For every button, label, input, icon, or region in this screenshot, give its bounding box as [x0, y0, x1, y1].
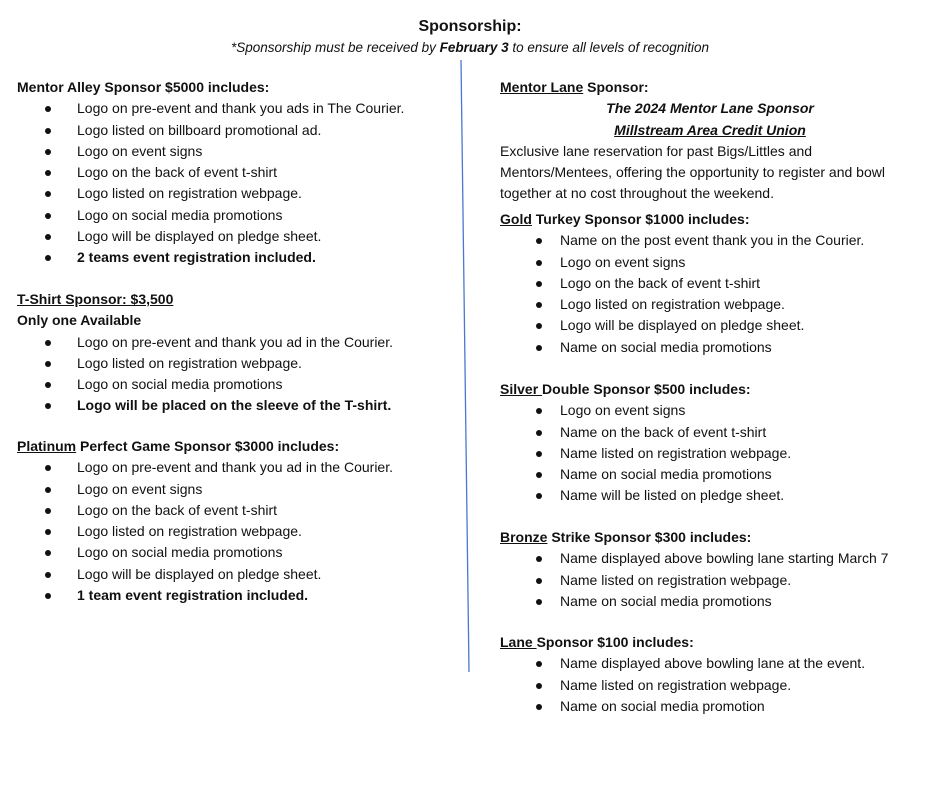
bullet-icon: [45, 593, 51, 599]
benefit-item: [17, 353, 457, 374]
bullet-icon: [536, 556, 542, 562]
heading-underlined: Platinum: [17, 438, 77, 454]
benefit-text: Logo listed on registration webpage.: [77, 354, 302, 371]
benefit-text: Name listed on registration webpage.: [560, 444, 792, 461]
benefit-item: [17, 521, 457, 542]
benefit-item: [17, 479, 457, 500]
bullet-icon: [536, 430, 542, 436]
benefit-text: Name on social media promotions: [560, 592, 772, 609]
benefit-item: [17, 457, 457, 478]
benefit-text: Name listed on registration webpage.: [560, 676, 792, 693]
bullet-icon: [536, 302, 542, 308]
bullet-icon: [45, 508, 51, 514]
section-heading: [500, 527, 920, 548]
heading-text: Sponsor:: [583, 79, 649, 95]
heading-text: Sponsor $100 includes:: [536, 634, 694, 650]
section-heading: [17, 436, 457, 457]
benefit-text: Logo on social media promotions: [77, 544, 283, 561]
benefit-text: 1 team event registration included.: [77, 587, 309, 604]
note-text: *Sponsorship must be received by: [230, 40, 440, 55]
sponsor-section-tshirt: [17, 289, 457, 417]
bullet-icon: [45, 465, 51, 471]
benefit-list: [17, 98, 457, 268]
bullet-icon: [536, 493, 542, 499]
bullet-icon: [45, 487, 51, 493]
benefit-item: [500, 443, 920, 464]
benefit-text: Logo will be displayed on pledge sheet.: [77, 228, 322, 245]
bullet-icon: [45, 191, 51, 197]
benefit-text: Logo listed on billboard promotional ad.: [77, 121, 322, 138]
section-heading: [17, 77, 457, 98]
bullet-icon: [45, 213, 51, 219]
page-title: Sponsorship:: [418, 18, 522, 35]
bullet-icon: [45, 572, 51, 578]
heading-underlined: Bronze: [500, 529, 548, 545]
benefit-text: Name listed on registration webpage.: [560, 571, 792, 588]
benefit-text: 2 teams event registration included.: [77, 249, 316, 266]
bullet-icon: [45, 403, 51, 409]
benefit-item: [500, 485, 920, 506]
benefit-text: Name will be listed on pledge sheet.: [560, 487, 785, 504]
benefit-text: Logo on the back of event t-shirt: [77, 501, 278, 518]
sponsor-section-bronze: [500, 527, 920, 612]
benefit-text: Name on social media promotion: [560, 697, 765, 714]
benefit-item: [500, 337, 920, 358]
bullet-icon: [45, 382, 51, 388]
bullet-icon: [536, 704, 542, 710]
benefit-item: [17, 247, 457, 268]
sponsor-section-gold: [500, 209, 920, 358]
benefit-item: [17, 98, 457, 119]
benefit-text: Logo on pre-event and thank you ad in the Courier.: [77, 459, 393, 476]
heading-underlined: Lane: [500, 634, 537, 650]
benefit-text: Logo listed on registration webpage.: [77, 185, 302, 202]
benefit-text: Name displayed above bowling lane starting March 7: [560, 550, 889, 567]
sponsor-section-silver: [500, 379, 920, 507]
benefit-list: [500, 548, 920, 612]
benefit-item: [17, 332, 457, 353]
bullet-icon: [536, 408, 542, 414]
benefit-item: [17, 585, 457, 606]
heading-text: Strike Sponsor $300 includes:: [547, 529, 752, 545]
benefit-list: [500, 653, 920, 717]
bullet-icon: [45, 255, 51, 261]
bullet-icon: [536, 281, 542, 287]
bullet-icon: [45, 234, 51, 240]
benefit-text: Logo listed on registration webpage.: [560, 296, 785, 313]
bullet-icon: [45, 340, 51, 346]
benefit-text: Name on social media promotions: [560, 338, 772, 355]
benefit-text: Logo will be placed on the sleeve of the T-shirt.: [77, 397, 392, 414]
benefit-list: [500, 230, 920, 358]
benefit-text: Name on social media promotions: [560, 466, 772, 483]
bullet-icon: [45, 529, 51, 535]
bullet-icon: [536, 578, 542, 584]
benefit-text: Logo on social media promotions: [77, 206, 283, 223]
benefit-item: [17, 141, 457, 162]
sponsor-section-lane: [500, 632, 920, 717]
heading-text: Double Sponsor $500 includes:: [542, 381, 751, 397]
benefit-text: Logo on the back of event t-shirt: [77, 164, 278, 181]
benefit-item: [500, 230, 920, 251]
benefit-list: [17, 332, 457, 417]
benefit-item: [17, 226, 457, 247]
heading-underlined: Gold: [500, 211, 532, 227]
bullet-icon: [536, 599, 542, 605]
benefit-item: [500, 422, 920, 443]
bullet-icon: [536, 323, 542, 329]
benefit-item: [17, 542, 457, 563]
benefit-text: Logo will be displayed on pledge sheet.: [560, 317, 805, 334]
benefit-item: [17, 162, 457, 183]
sponsor-section-mentor-lane: [500, 77, 920, 205]
note-text: to ensure all levels of recognition: [508, 40, 710, 55]
benefit-item: [17, 395, 457, 416]
benefit-text: Logo on pre-event and thank you ad in the Courier.: [77, 333, 393, 350]
bullet-icon: [45, 128, 51, 134]
section-heading: [500, 77, 920, 98]
bullet-icon: [536, 683, 542, 689]
benefit-item: [500, 591, 920, 612]
benefit-list: [500, 400, 920, 506]
benefit-text: Name on the back of event t-shirt: [560, 423, 767, 440]
benefit-item: [17, 500, 457, 521]
benefit-list: [17, 457, 457, 606]
section-heading: [500, 379, 920, 400]
benefit-item: [17, 374, 457, 395]
benefit-text: Logo on pre-event and thank you ads in The Courier.: [77, 100, 405, 117]
benefit-text: Name displayed above bowling lane at the event.: [560, 655, 866, 672]
benefit-item: [17, 183, 457, 204]
benefit-text: Logo on social media promotions: [77, 376, 283, 393]
heading-text: Perfect Game Sponsor $3000 includes:: [76, 438, 340, 454]
bullet-icon: [536, 661, 542, 667]
heading-text: Turkey Sponsor $1000 includes:: [531, 211, 750, 227]
bullet-icon: [45, 106, 51, 112]
benefit-item: [17, 564, 457, 585]
benefit-item: [500, 315, 920, 336]
benefit-text: Logo on event signs: [77, 480, 203, 497]
benefit-item: [17, 120, 457, 141]
sponsor-section-mentor-alley: [17, 77, 457, 269]
benefit-text: Logo on event signs: [560, 253, 686, 270]
benefit-item: [500, 653, 920, 674]
benefit-item: [500, 273, 920, 294]
section-heading: [500, 209, 920, 230]
benefit-item: [17, 205, 457, 226]
section-subheading: Only one Available: [17, 312, 142, 329]
bullet-icon: [536, 238, 542, 244]
benefit-text: Logo will be displayed on pledge sheet.: [77, 565, 322, 582]
bullet-icon: [536, 472, 542, 478]
benefit-item: [500, 252, 920, 273]
section-heading: [17, 289, 457, 310]
deadline-date: February 3: [439, 40, 509, 55]
benefit-text: Logo on event signs: [77, 142, 203, 159]
benefit-text: Logo on the back of event t-shirt: [560, 274, 761, 291]
featured-sponsor-line: The 2024 Mentor Lane Sponsor: [606, 100, 814, 117]
bullet-icon: [536, 260, 542, 266]
benefit-text: Logo listed on registration webpage.: [77, 523, 302, 540]
benefit-item: [500, 675, 920, 696]
bullet-icon: [536, 451, 542, 457]
heading-underlined: T-Shirt Sponsor: $3,500: [17, 291, 174, 307]
benefit-item: [500, 548, 920, 569]
bullet-icon: [45, 170, 51, 176]
benefit-item: [500, 400, 920, 421]
bullet-icon: [536, 345, 542, 351]
heading-underlined: Silver: [500, 381, 543, 397]
benefit-item: [500, 294, 920, 315]
section-description: Exclusive lane reservation for past Bigs/Littles and Mentors/Mentees, offering the opportunity to register and bowl together at no cost throughout the weekend.: [500, 142, 885, 202]
benefit-item: [500, 696, 920, 717]
bullet-icon: [45, 361, 51, 367]
featured-sponsor-line: Millstream Area Credit Union: [614, 121, 806, 138]
benefit-item: [500, 464, 920, 485]
bullet-icon: [45, 149, 51, 155]
benefit-text: Logo on event signs: [560, 402, 686, 419]
section-heading: [500, 632, 920, 653]
bullet-icon: [45, 550, 51, 556]
heading-underlined: Mentor Lane: [500, 79, 584, 95]
heading-text: Mentor Alley Sponsor $5000 includes:: [17, 79, 270, 95]
benefit-item: [500, 570, 920, 591]
sponsor-section-platinum: [17, 436, 457, 606]
benefit-text: Name on the post event thank you in the Courier.: [560, 232, 865, 249]
